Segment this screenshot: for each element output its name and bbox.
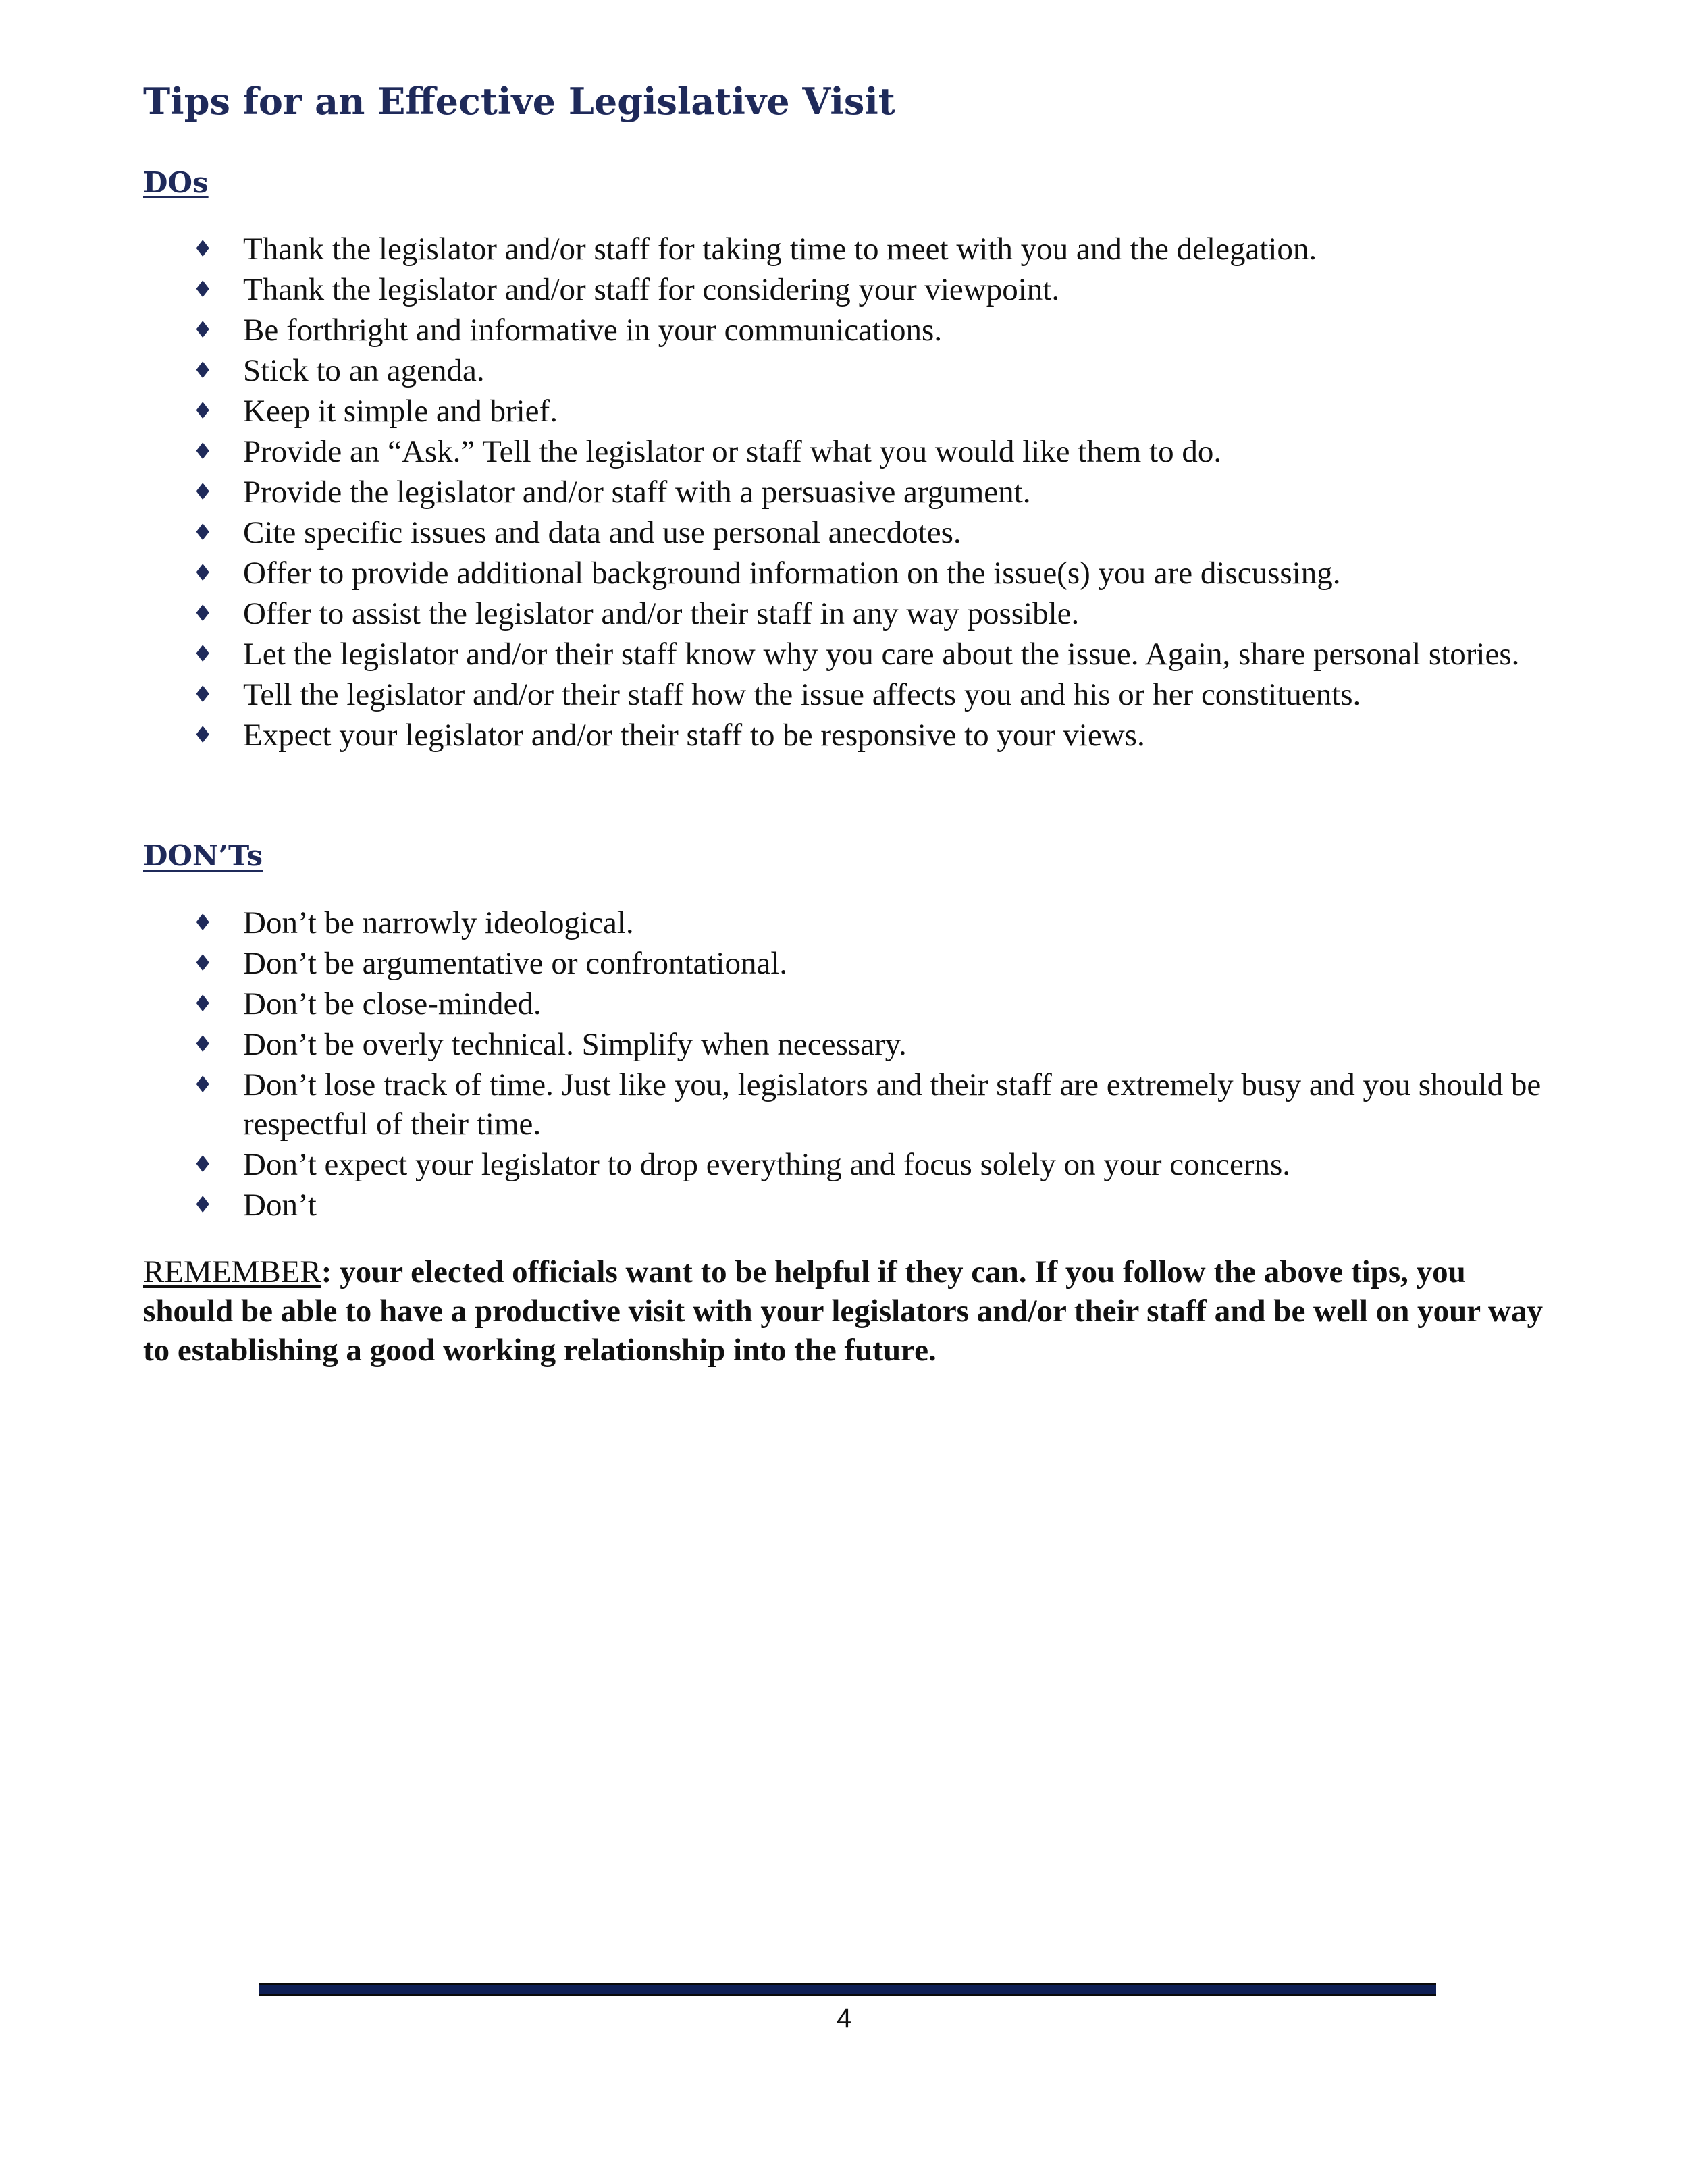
- diamond-bullet-icon: ♦: [192, 600, 213, 627]
- dos-item: [192, 432, 1543, 471]
- diamond-bullet-icon: ♦: [192, 276, 213, 303]
- page-title: Tips for an Effective Legislative Visit: [143, 80, 895, 123]
- remember-paragraph: [143, 1252, 1548, 1370]
- donts-item-text: Don’t be argumentative or confrontational.: [243, 946, 788, 981]
- diamond-bullet-icon: ♦: [192, 398, 213, 425]
- donts-item: [192, 1145, 1543, 1184]
- donts-item: [192, 903, 1543, 942]
- dos-item: [192, 675, 1543, 714]
- page-number: 4: [836, 2004, 852, 2033]
- dos-item-text: Offer to provide additional background information on the issue(s) you are discussing.: [243, 556, 1341, 591]
- dos-item-text: Be forthright and informative in your communications.: [243, 313, 943, 348]
- donts-item: [192, 1025, 1543, 1064]
- diamond-bullet-icon: ♦: [192, 1192, 213, 1219]
- dos-item: [192, 473, 1543, 512]
- dos-item: [192, 554, 1543, 593]
- dos-item-text: Expect your legislator and/or their staff to be responsive to your views.: [243, 718, 1145, 753]
- diamond-bullet-icon: ♦: [192, 236, 213, 263]
- dos-list: [192, 230, 1543, 756]
- diamond-bullet-icon: ♦: [192, 990, 213, 1017]
- donts-list: [192, 903, 1543, 1226]
- dos-item-text: Provide an “Ask.” Tell the legislator or staff what you would like them to do.: [243, 434, 1222, 469]
- diamond-bullet-icon: ♦: [192, 479, 213, 506]
- diamond-bullet-icon: ♦: [192, 1071, 213, 1098]
- donts-item: [192, 1065, 1543, 1144]
- dos-item-text: Keep it simple and brief.: [243, 394, 558, 429]
- diamond-bullet-icon: ♦: [192, 519, 213, 546]
- diamond-bullet-icon: ♦: [192, 357, 213, 384]
- dos-heading: DOs: [143, 166, 209, 199]
- dos-item: [192, 392, 1543, 431]
- diamond-bullet-icon: ♦: [192, 722, 213, 749]
- dos-item: [192, 311, 1543, 350]
- donts-item: [192, 944, 1543, 983]
- dos-item-text: Provide the legislator and/or staff with a persuasive argument.: [243, 475, 1031, 510]
- diamond-bullet-icon: ♦: [192, 438, 213, 465]
- diamond-bullet-icon: ♦: [192, 681, 213, 708]
- dos-item: [192, 351, 1543, 390]
- donts-item-text: Don’t be close-minded.: [243, 986, 542, 1021]
- diamond-bullet-icon: ♦: [192, 560, 213, 587]
- footer-rule: [259, 1983, 1436, 1996]
- dos-item: [192, 635, 1543, 674]
- dos-item-text: Cite specific issues and data and use personal anecdotes.: [243, 515, 961, 550]
- dos-item-text: Thank the legislator and/or staff for taking time to meet with you and the delegation.: [243, 232, 1317, 267]
- diamond-bullet-icon: ♦: [192, 317, 213, 344]
- diamond-bullet-icon: ♦: [192, 1151, 213, 1178]
- dos-item-text: Tell the legislator and/or their staff how the issue affects you and his or her constituents.: [243, 677, 1361, 712]
- dos-item-text: Stick to an agenda.: [243, 353, 485, 388]
- donts-item: [192, 984, 1543, 1023]
- diamond-bullet-icon: ♦: [192, 950, 213, 977]
- dos-item: [192, 594, 1543, 633]
- donts-item-text: Don’t: [243, 1188, 317, 1223]
- remember-label: REMEMBER: [143, 1254, 321, 1289]
- dos-item: [192, 270, 1543, 309]
- donts-item-text: Don’t be overly technical. Simplify when necessary.: [243, 1027, 907, 1062]
- remember-text: : your elected officials want to be helpful if they can. If you follow the above tips, you should be able to have a productive visit with your legislators and/or their staff and be well on your way to establishing a good working relationship into the future.: [143, 1254, 1543, 1368]
- diamond-bullet-icon: ♦: [192, 909, 213, 936]
- dos-item-text: Offer to assist the legislator and/or their staff in any way possible.: [243, 596, 1080, 631]
- donts-heading: DON’Ts: [143, 839, 263, 872]
- diamond-bullet-icon: ♦: [192, 641, 213, 668]
- donts-item-text: Don’t lose track of time. Just like you, legislators and their staff are extremely busy and you should be respectful of their time.: [243, 1067, 1541, 1142]
- donts-item: [192, 1186, 1543, 1225]
- diamond-bullet-icon: ♦: [192, 1031, 213, 1058]
- donts-item-text: Don’t be narrowly ideological.: [243, 905, 634, 940]
- dos-item: [192, 230, 1543, 269]
- dos-item-text: Thank the legislator and/or staff for considering your viewpoint.: [243, 272, 1060, 307]
- dos-item: [192, 513, 1543, 552]
- donts-item-text: Don’t expect your legislator to drop everything and focus solely on your concerns.: [243, 1147, 1291, 1182]
- dos-item: [192, 716, 1543, 755]
- dos-item-text: Let the legislator and/or their staff know why you care about the issue. Again, share personal stories.: [243, 637, 1520, 672]
